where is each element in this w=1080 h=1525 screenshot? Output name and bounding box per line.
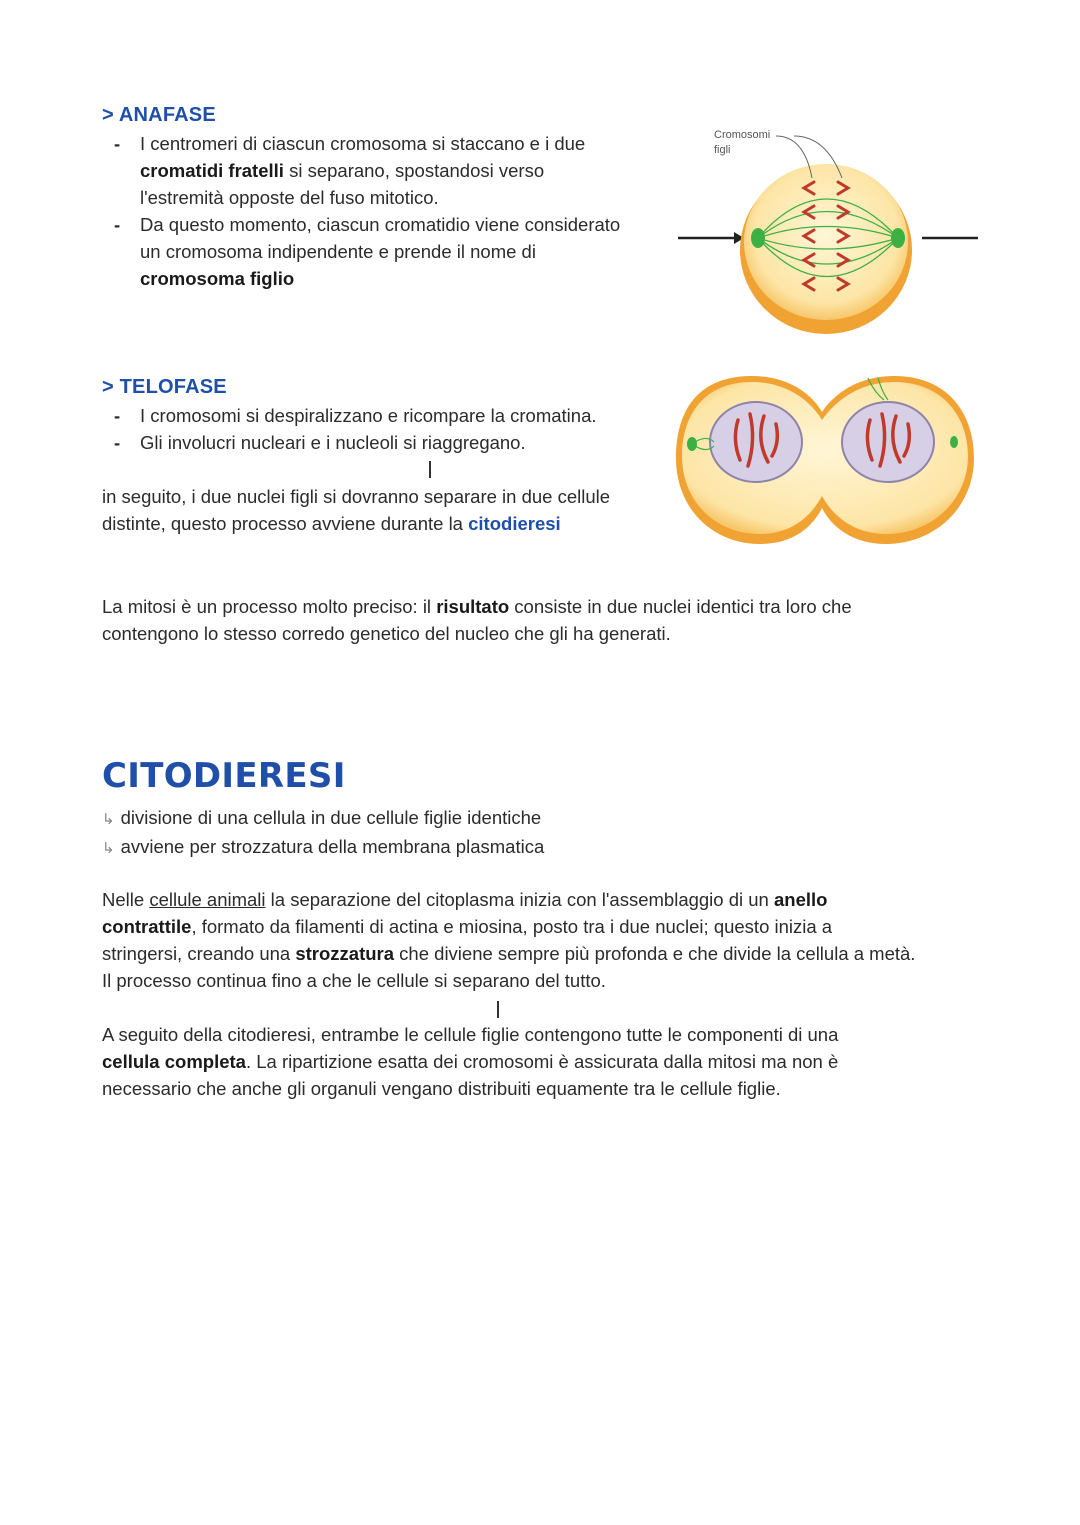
figure-label-line1: Cromosomi xyxy=(714,129,771,141)
anafase-b1-line3: l'estremità opposte del fuso mitotico. xyxy=(140,187,439,208)
telophase-cell-figure xyxy=(672,368,982,548)
anafase-b2-bold: cromosoma figlio xyxy=(140,268,295,289)
connector-bar xyxy=(497,1001,499,1018)
mitosi-l1-pre: La mitosi è un processo molto preciso: il xyxy=(102,596,437,617)
telofase-p2: distinte, questo processo avviene durante la xyxy=(102,513,469,534)
citodieresi-link[interactable]: citodieresi xyxy=(468,513,561,534)
citodieresi-paragraph-1 xyxy=(102,886,1002,994)
cit-p3-rest: che diviene sempre più profonda e che divide la cellula a metà. xyxy=(394,943,916,964)
citodieresi-title: CITODIERESI xyxy=(102,756,346,796)
centrosome-right xyxy=(950,436,958,448)
cit-p1-mid: la separazione del citoplasma inizia con l'assemblaggio di un xyxy=(265,889,774,910)
list-item xyxy=(102,804,902,833)
cit-p3-bold: strozzatura xyxy=(295,943,395,964)
telofase-paragraph xyxy=(102,483,682,537)
cit-q2-bold: cellula completa xyxy=(102,1051,246,1072)
centrosome-left xyxy=(687,437,697,451)
figure-label-line2: figli xyxy=(714,144,731,156)
cit-p1-underline: cellule animali xyxy=(149,889,266,910)
mitosi-summary xyxy=(102,593,1002,647)
nucleus-left xyxy=(710,402,802,482)
telofase-title: > TELOFASE xyxy=(102,376,227,398)
citodieresi-paragraph-2 xyxy=(102,1021,1002,1102)
cit-q3: necessario che anche gli organuli vengano distribuiti equamente tra le cellule figlie. xyxy=(102,1078,781,1099)
telofase-b1: I cromosomi si despiralizzano e ricompare la cromatina. xyxy=(140,405,597,426)
citodieresi-a1: divisione di una cellula in due cellule figlie identiche xyxy=(120,807,542,828)
cit-p2-rest: , formato da filamenti di actina e miosina, posto tra i due nuclei; questo inizia a xyxy=(191,916,833,937)
anafase-b2-line1: Da questo momento, ciascun cromatidio viene considerato xyxy=(140,214,621,235)
centrosome-right xyxy=(891,228,905,248)
telofase-b2: Gli involucri nucleari e i nucleoli si riaggregano. xyxy=(140,432,526,453)
cit-p2-bold: contrattile xyxy=(102,916,192,937)
anafase-b2-line2: un cromosoma indipendente e prende il nome di xyxy=(140,241,536,262)
cit-p1-bold: anello xyxy=(773,889,828,910)
mitosi-l2: contengono lo stesso corredo genetico del nucleo che gli ha generati. xyxy=(102,623,671,644)
arrow-return-icon: ↳ xyxy=(102,811,115,828)
anafase-b1-line1: I centromeri di ciascun cromosoma si staccano e i due xyxy=(140,133,586,154)
anafase-b1-bold: cromatidi fratelli xyxy=(140,160,284,181)
list-item: - I cromosomi si despiralizzano e ricompare la cromatina. xyxy=(114,405,597,426)
anafase-title: > ANAFASE xyxy=(102,104,216,126)
anaphase-cell-figure xyxy=(676,120,986,340)
list-item: - Gli involucri nucleari e i nucleoli si riaggregano. xyxy=(114,432,526,453)
cit-q2-rest: . La ripartizione esatta dei cromosomi è assicurata dalla mitosi ma non è xyxy=(245,1051,839,1072)
mitosi-l1-bold: risultato xyxy=(436,596,510,617)
cit-p3-pre: stringersi, creando una xyxy=(102,943,296,964)
nucleus-right xyxy=(842,402,934,482)
citodieresi-a2: avviene per strozzatura della membrana plasmatica xyxy=(120,836,545,857)
list-item: - Da questo momento, ciascun cromatidio viene considerato un cromosoma indipendente e prende il nome di cromosoma figlio xyxy=(114,214,621,289)
list-item: - I centromeri di ciascun cromosoma si staccano e i due cromatidi fratelli si separano, spostandosi verso l'estremità opposte del fuso mitotico. xyxy=(114,133,586,208)
cit-q1: A seguito della citodieresi, entrambe le cellule figlie contengono tutte le componenti di una xyxy=(102,1024,839,1045)
anafase-bullets xyxy=(102,130,682,292)
mitosi-l1-post: consiste in due nuclei identici tra loro che xyxy=(509,596,852,617)
telofase-p1: in seguito, i due nuclei figli si dovranno separare in due cellule xyxy=(102,486,611,507)
cit-p1-pre: Nelle xyxy=(102,889,150,910)
anafase-b1-line2: si separano, spostandosi verso xyxy=(283,160,545,181)
list-item xyxy=(102,833,902,862)
cit-p4: Il processo continua fino a che le cellule si separano del tutto. xyxy=(102,970,606,991)
arrow-return-icon: ↳ xyxy=(102,840,115,857)
centrosome-left xyxy=(751,228,765,248)
connector-bar xyxy=(429,461,431,478)
telofase-bullets xyxy=(102,402,682,456)
citodieresi-points xyxy=(102,804,902,862)
